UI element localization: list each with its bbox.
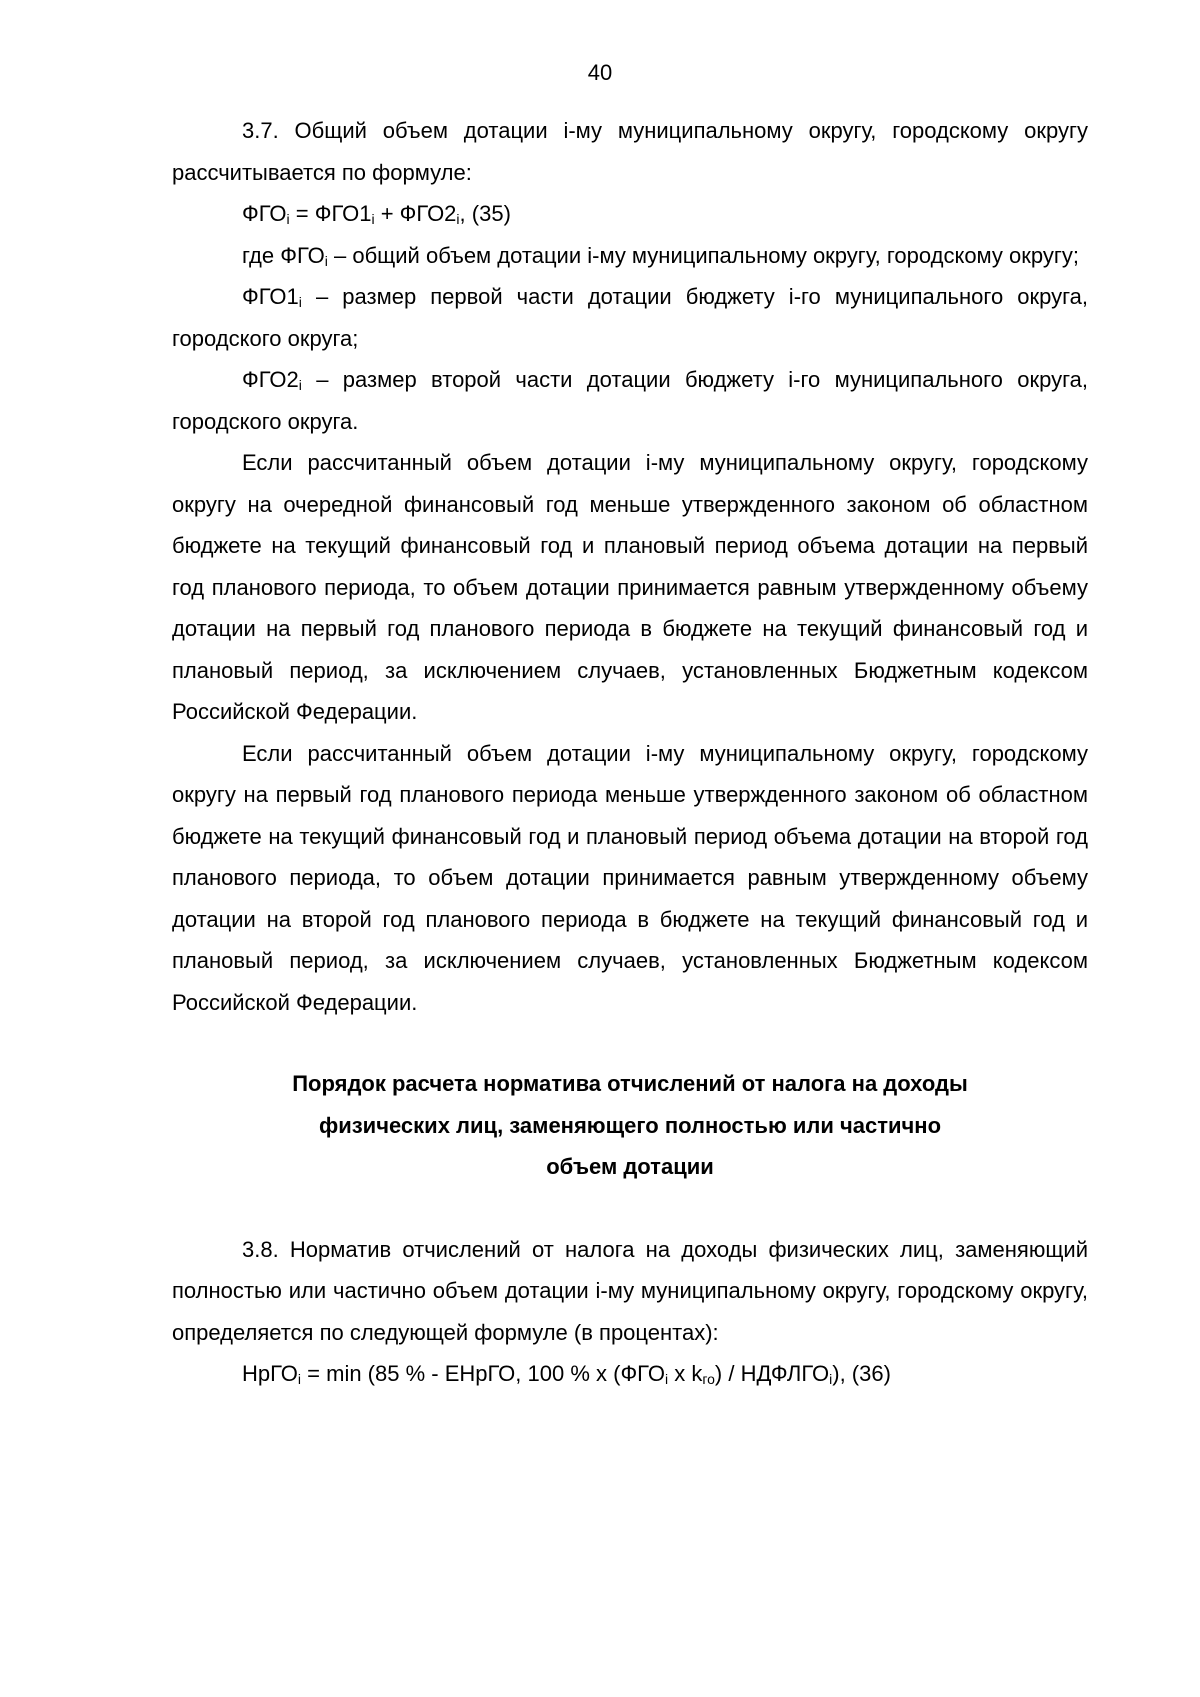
definition-fgo1-symbol: ФГО1 (242, 284, 299, 309)
paragraph-3-8: 3.8. Норматив отчислений от налога на доходы физических лиц, заменяющий полностью или частично объем дотации i-му муниципальному округу, городскому округу, определяется по следующей формуле (в процентах): (172, 1236, 1088, 1345)
definition-fgo-symbol: ФГО (280, 242, 325, 268)
spacer (172, 1023, 1088, 1063)
paragraph-first-year: Если рассчитанный объем дотации i-му муниципальному округу, городскому округу на очередной финансовый год меньше утвержденного законом об областном бюджете на текущий финансовый год и плановый период объема дотации на первый год планового периода, то объем дотации принимается равным утвержденному объему дотации на первый год планового периода в бюджете на текущий финансовый год и плановый период, за исключением случаев, установленных Бюджетным кодексом Российской Федерации. (172, 450, 1088, 724)
formula-36-part-b: = min (85 % - ЕНрГО, 100 % x (ФГО (301, 1361, 665, 1386)
formula-36-sub-d: i (829, 1371, 833, 1387)
formula-36-sub-c: го (702, 1371, 715, 1387)
formula-36 (172, 1353, 1088, 1395)
formula-35-part-c: + ФГО2 (374, 201, 457, 226)
formula-35-sub-c: i (456, 211, 460, 227)
formula-35-sub-b: i (371, 211, 375, 227)
section-heading-line-3: объем дотации (546, 1154, 714, 1179)
definition-fgo2-symbol: ФГО2 (242, 367, 299, 392)
definition-fgo: где $ФГО_i$ – общий объем дотации i-му муниципальному округу, городскому округу; (242, 242, 1080, 269)
definition-fgo1-sub: i (298, 294, 302, 310)
formula-36-part-d: ) / НДФЛГО (714, 1361, 830, 1386)
formula-35-part-a: ФГО (242, 201, 287, 226)
formula-36-sub-b: i (664, 1371, 669, 1387)
paragraph-second-year: Если рассчитанный объем дотации i-му муниципальному округу, городскому округу на первый год планового периода меньше утвержденного законом об областном бюджете на текущий финансовый год и плановый период объема дотации на второй год планового периода, то объем дотации принимается равным утвержденному объему дотации на второй год планового периода в бюджете на текущий финансовый год и плановый период, за исключением случаев, установленных Бюджетным кодексом Российской Федерации. (172, 740, 1088, 1015)
definition-fgo1-text: – размер первой части дотации бюджету i-го муниципального округа, городского округа; (172, 284, 1088, 351)
section-heading-line-2: физических лиц, заменяющего полностью или частично (318, 1112, 942, 1138)
formula-35-part-b: = ФГО1 (289, 201, 372, 226)
formula-36-part-a: НрГО (242, 1361, 298, 1386)
formula-35-sub-a: i (286, 211, 290, 227)
formula-36-part-c: x k (668, 1361, 703, 1386)
formula-35-part-d: , (35) (459, 201, 511, 226)
definition-fgo1 (172, 276, 1088, 359)
definition-fgo2-text: – размер второй части дотации бюджету i-го муниципального округа, городского округа. (172, 367, 1088, 434)
definition-fgo2 (172, 359, 1088, 442)
paragraph-3-7: 3.7. Общий объем дотации i-му муниципальному округу, городскому округу рассчитывается по формуле: (172, 118, 1088, 185)
definition-fgo-text: – общий объем дотации i-му муниципальному округу, городскому округу; (327, 242, 1080, 268)
formula-36-part-e: ), (36) (832, 1361, 891, 1386)
section-heading-line-1: Порядок расчета норматива отчислений от налога на доходы (292, 1071, 968, 1096)
formula-36-sub-a: i (297, 1371, 302, 1387)
document-body (172, 110, 1088, 1395)
definition-fgo2-sub: i (298, 377, 302, 393)
page-number: 40 (587, 60, 613, 85)
spacer (172, 1188, 1088, 1229)
formula-35 (172, 193, 1088, 235)
definition-fgo-sub: i (324, 252, 328, 269)
